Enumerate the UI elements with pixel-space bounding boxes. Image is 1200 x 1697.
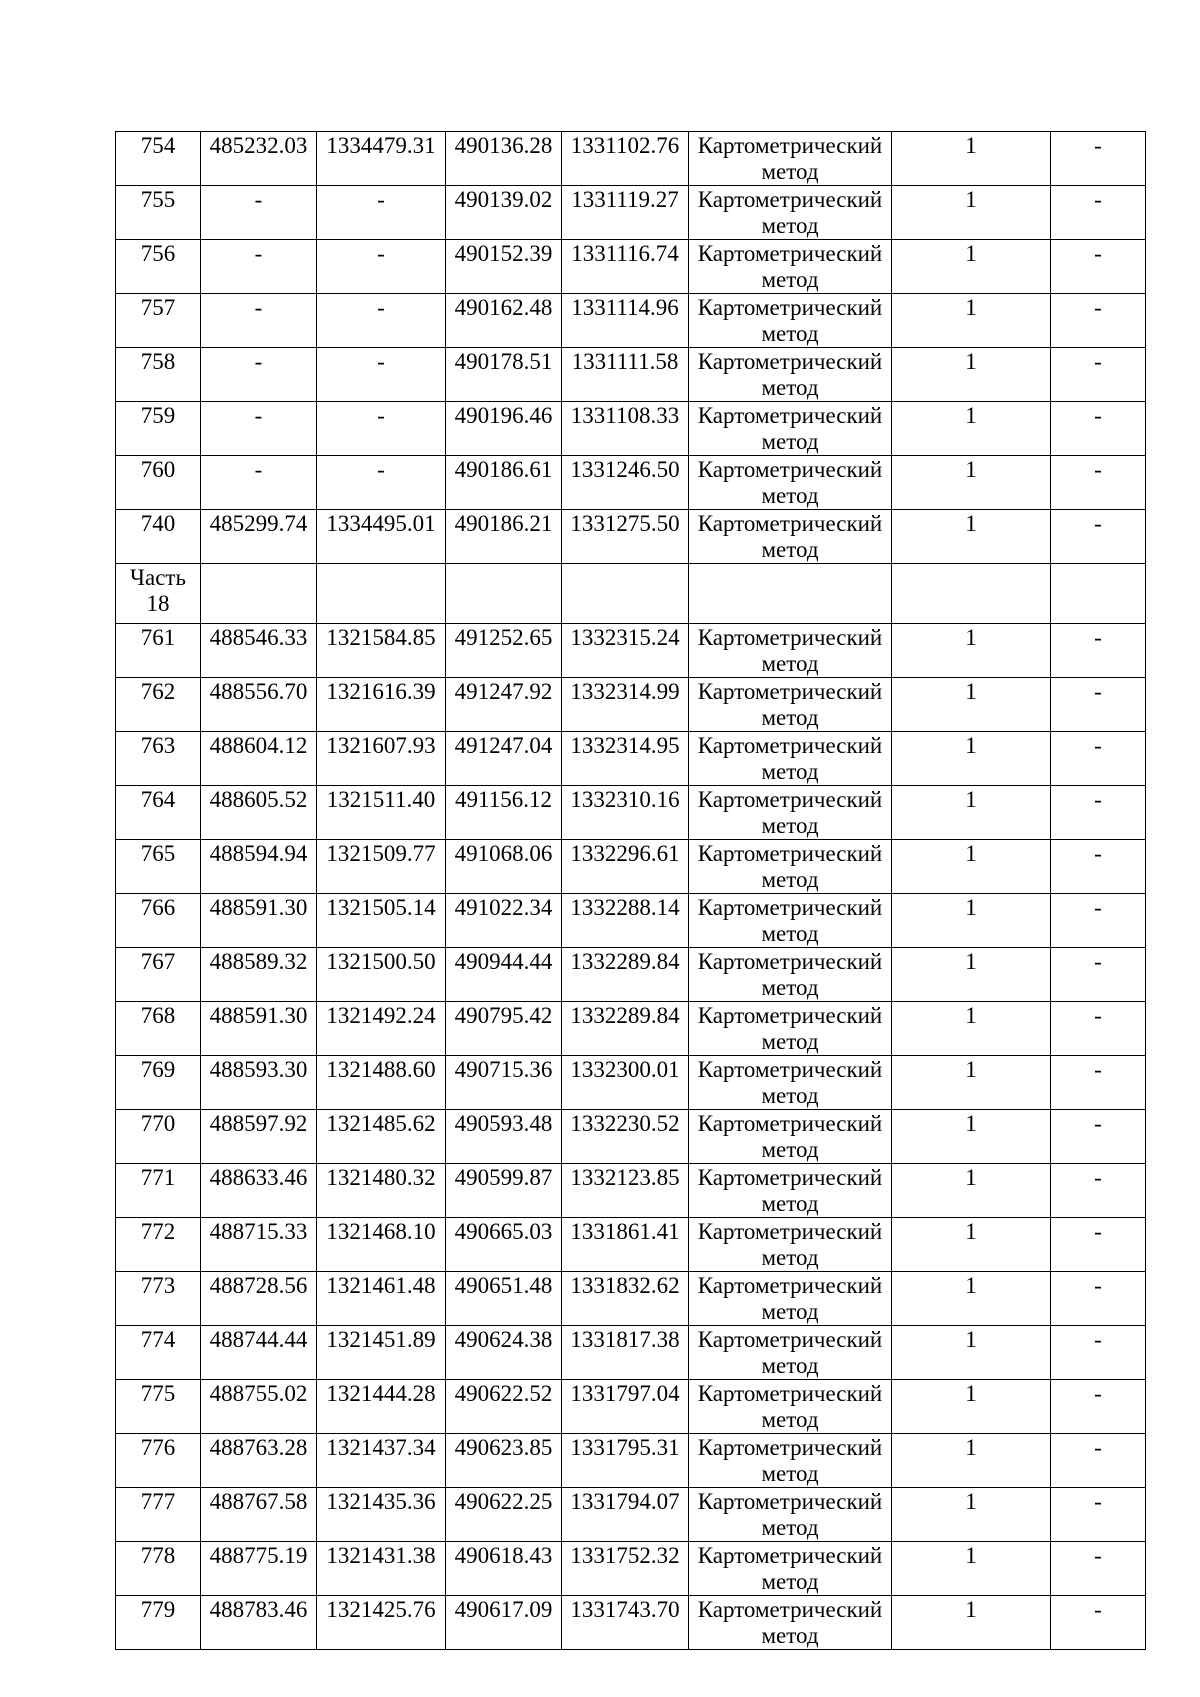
accuracy-cell: 1 — [892, 1002, 1051, 1056]
note-cell: - — [1051, 456, 1146, 510]
method-cell: Картометрический метод — [689, 1542, 892, 1596]
note-cell: - — [1051, 624, 1146, 678]
method-cell: Картометрический метод — [689, 948, 892, 1002]
table-row — [116, 1380, 1146, 1434]
empty-cell — [446, 564, 562, 624]
empty-cell — [562, 564, 689, 624]
y-old-cell: 1321492.24 — [317, 1002, 446, 1056]
empty-cell — [1051, 564, 1146, 624]
table-row — [116, 456, 1146, 510]
x-new-cell: 490186.21 — [446, 510, 562, 564]
x-old-cell: 488605.52 — [201, 786, 317, 840]
x-old-cell: 488556.70 — [201, 678, 317, 732]
point-number-cell: 767 — [116, 948, 201, 1002]
accuracy-cell: 1 — [892, 402, 1051, 456]
method-cell: Картометрический метод — [689, 510, 892, 564]
y-new-cell: 1331795.31 — [562, 1434, 689, 1488]
table-row — [116, 624, 1146, 678]
coordinates-table — [115, 131, 1146, 1650]
x-old-cell: 488775.19 — [201, 1542, 317, 1596]
method-cell: Картометрический метод — [689, 1380, 892, 1434]
point-number-cell: 772 — [116, 1218, 201, 1272]
method-cell: Картометрический метод — [689, 624, 892, 678]
point-number-cell: 755 — [116, 186, 201, 240]
y-new-cell: 1332310.16 — [562, 786, 689, 840]
y-new-cell: 1332288.14 — [562, 894, 689, 948]
point-number-cell: 766 — [116, 894, 201, 948]
empty-cell — [201, 564, 317, 624]
accuracy-cell: 1 — [892, 1596, 1051, 1650]
x-new-cell: 491247.04 — [446, 732, 562, 786]
y-old-cell: - — [317, 294, 446, 348]
x-old-cell: 488589.32 — [201, 948, 317, 1002]
y-new-cell: 1332314.99 — [562, 678, 689, 732]
x-new-cell: 490665.03 — [446, 1218, 562, 1272]
x-new-cell: 490178.51 — [446, 348, 562, 402]
empty-cell — [317, 564, 446, 624]
table-row — [116, 1272, 1146, 1326]
y-old-cell: 1321461.48 — [317, 1272, 446, 1326]
x-new-cell: 490622.52 — [446, 1380, 562, 1434]
method-cell: Картометрический метод — [689, 294, 892, 348]
y-new-cell: 1331114.96 — [562, 294, 689, 348]
point-number-cell: 759 — [116, 402, 201, 456]
point-number-cell: 756 — [116, 240, 201, 294]
table-row — [116, 1596, 1146, 1650]
note-cell: - — [1051, 132, 1146, 186]
x-new-cell: 490162.48 — [446, 294, 562, 348]
accuracy-cell: 1 — [892, 1272, 1051, 1326]
y-old-cell: 1321505.14 — [317, 894, 446, 948]
x-old-cell: - — [201, 402, 317, 456]
table-row — [116, 348, 1146, 402]
method-cell: Картометрический метод — [689, 1326, 892, 1380]
point-number-cell: 757 — [116, 294, 201, 348]
table-row — [116, 840, 1146, 894]
note-cell: - — [1051, 786, 1146, 840]
y-old-cell: 1321444.28 — [317, 1380, 446, 1434]
note-cell: - — [1051, 840, 1146, 894]
accuracy-cell: 1 — [892, 456, 1051, 510]
y-old-cell: 1321511.40 — [317, 786, 446, 840]
table-row — [116, 1110, 1146, 1164]
y-new-cell: 1331246.50 — [562, 456, 689, 510]
table-row — [116, 1164, 1146, 1218]
note-cell: - — [1051, 1434, 1146, 1488]
note-cell: - — [1051, 186, 1146, 240]
y-new-cell: 1331119.27 — [562, 186, 689, 240]
point-number-cell: 764 — [116, 786, 201, 840]
accuracy-cell: 1 — [892, 678, 1051, 732]
x-new-cell: 491156.12 — [446, 786, 562, 840]
table-row — [116, 1218, 1146, 1272]
table-section-row — [116, 564, 1146, 624]
x-old-cell: 488755.02 — [201, 1380, 317, 1434]
table-row — [116, 786, 1146, 840]
point-number-cell: 763 — [116, 732, 201, 786]
y-old-cell: 1321468.10 — [317, 1218, 446, 1272]
accuracy-cell: 1 — [892, 624, 1051, 678]
method-cell: Картометрический метод — [689, 1596, 892, 1650]
accuracy-cell: 1 — [892, 1164, 1051, 1218]
x-new-cell: 490618.43 — [446, 1542, 562, 1596]
method-cell: Картометрический метод — [689, 186, 892, 240]
x-new-cell: 491252.65 — [446, 624, 562, 678]
note-cell: - — [1051, 294, 1146, 348]
method-cell: Картометрический метод — [689, 1218, 892, 1272]
y-new-cell: 1331817.38 — [562, 1326, 689, 1380]
y-old-cell: 1321607.93 — [317, 732, 446, 786]
y-old-cell: 1334479.31 — [317, 132, 446, 186]
point-number-cell: 758 — [116, 348, 201, 402]
accuracy-cell: 1 — [892, 732, 1051, 786]
x-new-cell: 490186.61 — [446, 456, 562, 510]
point-number-cell: 762 — [116, 678, 201, 732]
y-new-cell: 1331116.74 — [562, 240, 689, 294]
y-old-cell: 1321488.60 — [317, 1056, 446, 1110]
table-row — [116, 132, 1146, 186]
x-old-cell: - — [201, 186, 317, 240]
method-cell: Картометрический метод — [689, 1488, 892, 1542]
method-cell: Картометрический метод — [689, 348, 892, 402]
accuracy-cell: 1 — [892, 1326, 1051, 1380]
y-old-cell: 1321425.76 — [317, 1596, 446, 1650]
x-old-cell: 488744.44 — [201, 1326, 317, 1380]
note-cell: - — [1051, 348, 1146, 402]
accuracy-cell: 1 — [892, 132, 1051, 186]
table-row — [116, 1002, 1146, 1056]
x-new-cell: 490599.87 — [446, 1164, 562, 1218]
y-new-cell: 1331108.33 — [562, 402, 689, 456]
table-row — [116, 678, 1146, 732]
y-old-cell: - — [317, 456, 446, 510]
table-row — [116, 948, 1146, 1002]
note-cell: - — [1051, 240, 1146, 294]
x-new-cell: 490715.36 — [446, 1056, 562, 1110]
method-cell: Картометрический метод — [689, 1164, 892, 1218]
table-row — [116, 510, 1146, 564]
accuracy-cell: 1 — [892, 948, 1051, 1002]
accuracy-cell: 1 — [892, 1110, 1051, 1164]
x-old-cell: 488593.30 — [201, 1056, 317, 1110]
x-old-cell: 488633.46 — [201, 1164, 317, 1218]
y-new-cell: 1331111.58 — [562, 348, 689, 402]
y-new-cell: 1332123.85 — [562, 1164, 689, 1218]
point-number-cell: 776 — [116, 1434, 201, 1488]
y-new-cell: 1331861.41 — [562, 1218, 689, 1272]
point-number-cell: 777 — [116, 1488, 201, 1542]
y-old-cell: 1321451.89 — [317, 1326, 446, 1380]
table-row — [116, 1434, 1146, 1488]
point-number-cell: 765 — [116, 840, 201, 894]
point-number-cell: 761 — [116, 624, 201, 678]
point-number-cell: 754 — [116, 132, 201, 186]
y-new-cell: 1332300.01 — [562, 1056, 689, 1110]
x-new-cell: 491068.06 — [446, 840, 562, 894]
note-cell: - — [1051, 1164, 1146, 1218]
point-number-cell: 775 — [116, 1380, 201, 1434]
y-old-cell: 1321435.36 — [317, 1488, 446, 1542]
point-number-cell: 768 — [116, 1002, 201, 1056]
method-cell: Картометрический метод — [689, 456, 892, 510]
table-body — [116, 132, 1146, 1650]
table-row — [116, 1056, 1146, 1110]
y-old-cell: 1334495.01 — [317, 510, 446, 564]
y-new-cell: 1332289.84 — [562, 948, 689, 1002]
y-old-cell: 1321509.77 — [317, 840, 446, 894]
x-new-cell: 490622.25 — [446, 1488, 562, 1542]
x-old-cell: 488604.12 — [201, 732, 317, 786]
method-cell: Картометрический метод — [689, 840, 892, 894]
accuracy-cell: 1 — [892, 1434, 1051, 1488]
y-new-cell: 1331797.04 — [562, 1380, 689, 1434]
x-old-cell: 488783.46 — [201, 1596, 317, 1650]
y-new-cell: 1332296.61 — [562, 840, 689, 894]
x-new-cell: 491022.34 — [446, 894, 562, 948]
note-cell: - — [1051, 678, 1146, 732]
method-cell: Картометрический метод — [689, 402, 892, 456]
accuracy-cell: 1 — [892, 1056, 1051, 1110]
x-old-cell: - — [201, 348, 317, 402]
method-cell: Картометрический метод — [689, 786, 892, 840]
table-row — [116, 1488, 1146, 1542]
method-cell: Картометрический метод — [689, 732, 892, 786]
x-new-cell: 490136.28 — [446, 132, 562, 186]
y-old-cell: 1321584.85 — [317, 624, 446, 678]
x-new-cell: 490617.09 — [446, 1596, 562, 1650]
table-row — [116, 894, 1146, 948]
point-number-cell: 774 — [116, 1326, 201, 1380]
accuracy-cell: 1 — [892, 186, 1051, 240]
method-cell: Картометрический метод — [689, 678, 892, 732]
x-old-cell: 488728.56 — [201, 1272, 317, 1326]
note-cell: - — [1051, 510, 1146, 564]
note-cell: - — [1051, 732, 1146, 786]
y-old-cell: 1321616.39 — [317, 678, 446, 732]
y-old-cell: 1321437.34 — [317, 1434, 446, 1488]
x-old-cell: 488594.94 — [201, 840, 317, 894]
note-cell: - — [1051, 894, 1146, 948]
method-cell: Картометрический метод — [689, 1110, 892, 1164]
table-row — [116, 1542, 1146, 1596]
x-new-cell: 490651.48 — [446, 1272, 562, 1326]
x-old-cell: 488767.58 — [201, 1488, 317, 1542]
x-new-cell: 490795.42 — [446, 1002, 562, 1056]
note-cell: - — [1051, 402, 1146, 456]
method-cell: Картометрический метод — [689, 1002, 892, 1056]
x-new-cell: 490624.38 — [446, 1326, 562, 1380]
note-cell: - — [1051, 948, 1146, 1002]
x-new-cell: 490196.46 — [446, 402, 562, 456]
point-number-cell: 760 — [116, 456, 201, 510]
note-cell: - — [1051, 1218, 1146, 1272]
note-cell: - — [1051, 1542, 1146, 1596]
method-cell: Картометрический метод — [689, 240, 892, 294]
y-old-cell: 1321485.62 — [317, 1110, 446, 1164]
table-row — [116, 402, 1146, 456]
x-old-cell: 488763.28 — [201, 1434, 317, 1488]
x-old-cell: - — [201, 240, 317, 294]
y-old-cell: 1321500.50 — [317, 948, 446, 1002]
note-cell: - — [1051, 1596, 1146, 1650]
y-new-cell: 1331102.76 — [562, 132, 689, 186]
y-old-cell: 1321431.38 — [317, 1542, 446, 1596]
y-new-cell: 1332315.24 — [562, 624, 689, 678]
note-cell: - — [1051, 1326, 1146, 1380]
empty-cell — [892, 564, 1051, 624]
note-cell: - — [1051, 1488, 1146, 1542]
note-cell: - — [1051, 1002, 1146, 1056]
x-old-cell: 488597.92 — [201, 1110, 317, 1164]
x-old-cell: 488715.33 — [201, 1218, 317, 1272]
accuracy-cell: 1 — [892, 294, 1051, 348]
x-old-cell: 488591.30 — [201, 1002, 317, 1056]
y-new-cell: 1331794.07 — [562, 1488, 689, 1542]
note-cell: - — [1051, 1110, 1146, 1164]
y-new-cell: 1331743.70 — [562, 1596, 689, 1650]
x-new-cell: 490623.85 — [446, 1434, 562, 1488]
method-cell: Картометрический метод — [689, 894, 892, 948]
table-row — [116, 732, 1146, 786]
method-cell: Картометрический метод — [689, 1434, 892, 1488]
table-row — [116, 1326, 1146, 1380]
note-cell: - — [1051, 1272, 1146, 1326]
x-old-cell: 488591.30 — [201, 894, 317, 948]
accuracy-cell: 1 — [892, 840, 1051, 894]
point-number-cell: 771 — [116, 1164, 201, 1218]
point-number-cell: 778 — [116, 1542, 201, 1596]
x-new-cell: 490139.02 — [446, 186, 562, 240]
point-number-cell: 779 — [116, 1596, 201, 1650]
point-number-cell: 773 — [116, 1272, 201, 1326]
y-old-cell: 1321480.32 — [317, 1164, 446, 1218]
accuracy-cell: 1 — [892, 348, 1051, 402]
method-cell: Картометрический метод — [689, 1272, 892, 1326]
x-old-cell: - — [201, 294, 317, 348]
point-number-cell: 740 — [116, 510, 201, 564]
x-new-cell: 490152.39 — [446, 240, 562, 294]
point-number-cell: 770 — [116, 1110, 201, 1164]
y-new-cell: 1332314.95 — [562, 732, 689, 786]
point-number-cell: 769 — [116, 1056, 201, 1110]
x-new-cell: 490593.48 — [446, 1110, 562, 1164]
table-row — [116, 294, 1146, 348]
note-cell: - — [1051, 1056, 1146, 1110]
x-old-cell: - — [201, 456, 317, 510]
method-cell: Картометрический метод — [689, 1056, 892, 1110]
method-cell: Картометрический метод — [689, 132, 892, 186]
table-row — [116, 240, 1146, 294]
accuracy-cell: 1 — [892, 240, 1051, 294]
accuracy-cell: 1 — [892, 1542, 1051, 1596]
x-old-cell: 485232.03 — [201, 132, 317, 186]
accuracy-cell: 1 — [892, 510, 1051, 564]
note-cell: - — [1051, 1380, 1146, 1434]
accuracy-cell: 1 — [892, 1488, 1051, 1542]
accuracy-cell: 1 — [892, 786, 1051, 840]
x-old-cell: 485299.74 — [201, 510, 317, 564]
y-new-cell: 1332289.84 — [562, 1002, 689, 1056]
y-new-cell: 1331832.62 — [562, 1272, 689, 1326]
y-old-cell: - — [317, 348, 446, 402]
accuracy-cell: 1 — [892, 1380, 1051, 1434]
accuracy-cell: 1 — [892, 894, 1051, 948]
y-new-cell: 1332230.52 — [562, 1110, 689, 1164]
y-new-cell: 1331752.32 — [562, 1542, 689, 1596]
x-new-cell: 491247.92 — [446, 678, 562, 732]
y-old-cell: - — [317, 402, 446, 456]
x-old-cell: 488546.33 — [201, 624, 317, 678]
y-old-cell: - — [317, 186, 446, 240]
x-new-cell: 490944.44 — [446, 948, 562, 1002]
section-label-cell: Часть 18 — [116, 564, 201, 624]
table-row — [116, 186, 1146, 240]
y-old-cell: - — [317, 240, 446, 294]
y-new-cell: 1331275.50 — [562, 510, 689, 564]
empty-cell — [689, 564, 892, 624]
accuracy-cell: 1 — [892, 1218, 1051, 1272]
